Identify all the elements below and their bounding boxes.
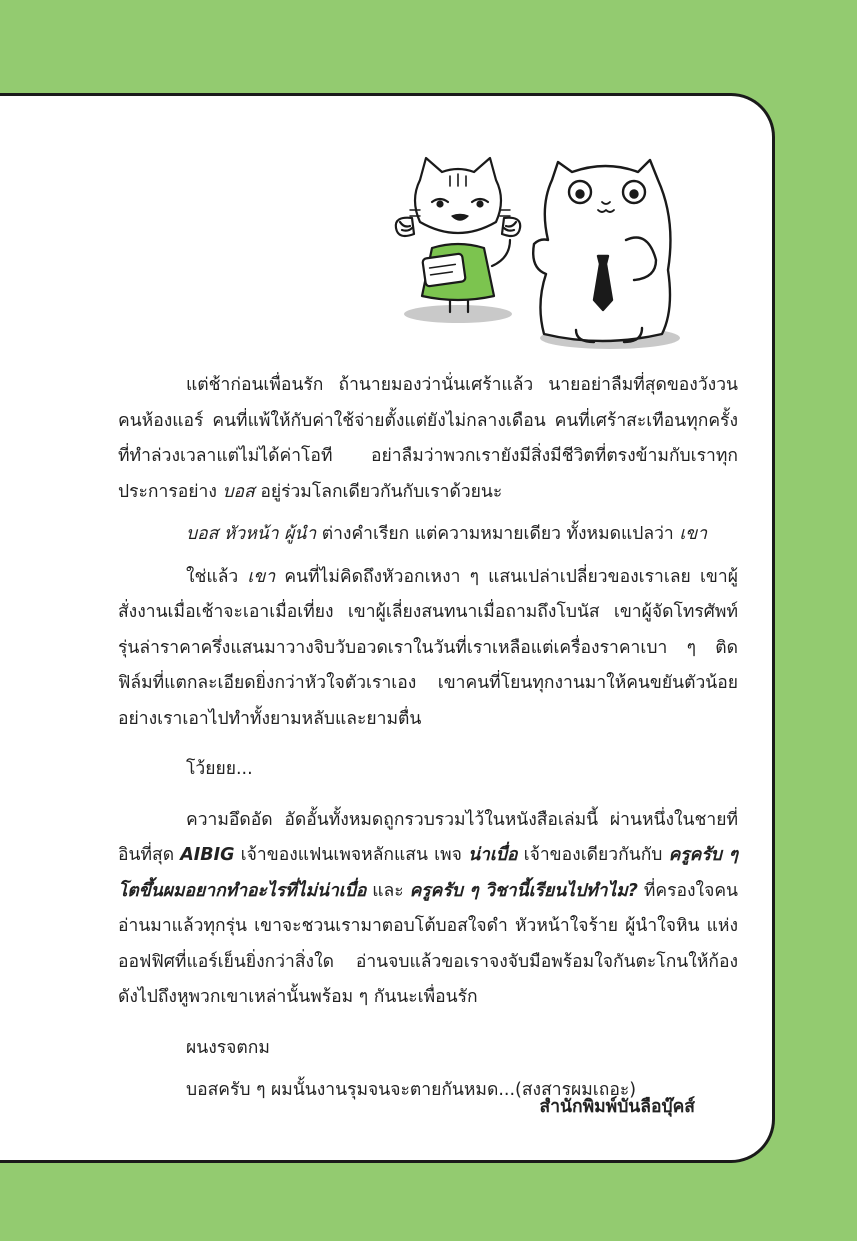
text-span: ใช่แล้ว [186, 566, 248, 587]
paragraph-1 [118, 368, 738, 510]
book-title-2: ครูครับ ๆ วิชานี้เรียนไปทำไม? [409, 880, 638, 901]
text-span: เจ้าของเดียวกันกับ [517, 845, 669, 865]
emphasis-text: บอส [222, 481, 255, 502]
emphasis-text: บอส หัวหน้า ผู้นำ [186, 524, 317, 544]
book-title-1: ครูครับ ๆ โตขึ้นผมอยากทำอะไรที่ไม่น่าเบื่อ [118, 845, 738, 901]
text-span: ต่างคำเรียก แต่ความหมายเดียว ทั้งหมดแปลว่า [316, 524, 680, 544]
page-name: น่าเบื่อ [468, 845, 518, 865]
text-span: แต่ช้าก่อนเพื่อนรัก ถ้านายมองว่านั่นเศร้าแล้ว นายอย่าลืมที่สุดของวังวนคนห้องแอร์ คนที่แพ้ให้กับค่าใช้จ่ายตั้งแต่ยังไม่กลางเดือน คนที่เศร้าสะเทือนทุกครั้งที่ทำล่วงเวลาแต่ไม่ได้ค่าโอที อย่าลืมว่าพวกเรายังมีสิ่งมีชีวิตที่ตรงข้ามกับเราทุกประการอย่าง [118, 375, 738, 502]
paragraph-2 [118, 517, 738, 553]
text-span: และ [366, 880, 410, 901]
cartoon-cat-icon [396, 158, 520, 312]
text-span: ที่ครองใจคนอ่านมาแล้วทุกรุ่น เขาจะชวนเรามาตอบโต้บอสใจดำ หัวหน้าใจร้าย ผู้นำใจหิน แห่งออฟฟิศที่แอร์เย็นยิ่งกว่าสิ่งใด อ่านจบแล้วขอเราจงจับมือพร้อมใจกันตะโกนให้ก้องดังไปถึงหูพวกเขาเหล่านั้นพร้อม ๆ กันนะเพื่อนรัก [118, 880, 738, 1007]
text-span: ความอึดอัด อัดอั้นทั้งหมดถูกรวบรวมไว้ในหนังสือเล่มนี้ ผ่านหนึ่งในชายที่อินที่สุด [118, 809, 738, 865]
page-card [0, 93, 775, 1163]
text-span: เจ้าของแฟนเพจหลักแสน เพจ [234, 845, 469, 865]
text-span: อยู่ร่วมโลกเดียวกันกับเราด้วยนะ [254, 481, 503, 502]
emphasis-text: เขา [247, 566, 276, 587]
emphasis-text: เขา [679, 524, 708, 544]
cartoon-boss-icon [533, 160, 670, 342]
paragraph-3 [118, 560, 738, 738]
publisher-signature: สำนักพิมพ์บันลือบุ๊คส์ [539, 1097, 695, 1117]
page-text [118, 368, 738, 1109]
paragraph-4: โว้ยยย... [186, 759, 253, 779]
text-span: คนที่ไม่คิดถึงหัวอกเหงา ๆ แสนเปล่าเปลี่ยวของเราเลย เขาผู้สั่งงานเมื่อเช้าจะเอาเมื่อเที่ยง เขาผู้เลี่ยงสนทนาเมื่อถามถึงโบนัส เขาผู้จัดโทรศัพท์รุ่นล่าราคาครึ่งแสนมาวางจิบวับอวดเราในวันที่เราเหลือแต่เครื่องราคาเบา ๆ ติดฟิล์มที่แตกละเอียดยิ่งกว่าหัวใจตัวเราเอง เขาคนที่โยนทุกงานมาให้คนขยันตัวน้อยอย่างเราเอาไปทำทั้งยามหลับและยามตื่น [118, 566, 738, 729]
cartoon-illustration [380, 140, 690, 355]
author-name: AIBIG [180, 845, 235, 865]
paragraph-5 [118, 803, 738, 1016]
paragraph-7: บอสครับ ๆ ผมนั้นงานรุมจนจะตายกันหมด...(สงสารผมเถอะ) [186, 1080, 637, 1100]
cat-shadow [404, 305, 512, 323]
paragraph-6: ผนงรจตกม [186, 1037, 270, 1058]
